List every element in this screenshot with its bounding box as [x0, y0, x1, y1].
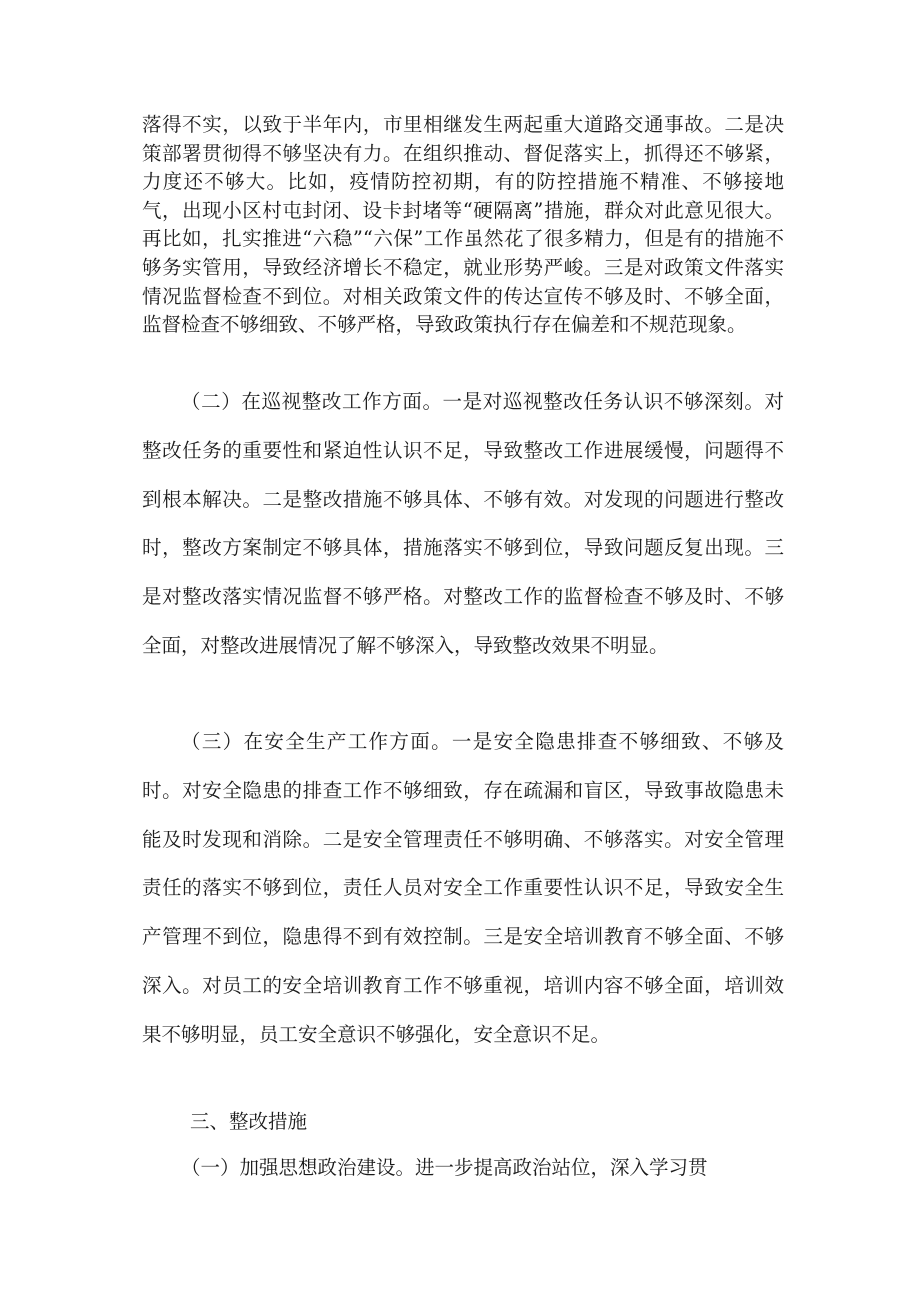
paragraph-political-construction: （一）加强思想政治建设。进一步提高政治站位，深入学习贯: [181, 1156, 708, 1179]
paragraph-continuation: 落得不实，以致于半年内，市里相继发生两起重大道路交通事故。二是决策部署贯彻得不够坚决有力。在组织推动、督促落实上，抓得还不够紧，力度还不够大。比如，疫情防控初期，有的防控措施不精准、不够接地气，出现小区村屯封闭、设卡封堵等“硬隔离”措施，群众对此意见很大。再比如，扎实推进“六稳”“六保”工作虽然花了很多精力，但是有的措施不够务实管用，导致经济增长不稳定，就业形势严峻。三是对政策文件落实情况监督检查不到位。对相关政策文件的传达宣传不够及时、不够全面，监督检查不够细致、不够严格，导致政策执行存在偏差和不规范现象。: [142, 113, 784, 337]
paragraph-safety-production: （三）在安全生产工作方面。一是安全隐患排查不够细致、不够及时。对安全隐患的排查工作不够细致，存在疏漏和盲区，导致事故隐患未能及时发现和消除。二是安全管理责任不够明确、不够落实。对安全管理责任的落实不够到位，责任人员对安全工作重要性认识不足，导致安全生产管理不到位，隐患得不到有效控制。三是安全培训教育不够全面、不够深入。对员工的安全培训教育工作不够重视，培训内容不够全面，培训效果不够明显，员工安全意识不够强化，安全意识不足。: [142, 730, 784, 1046]
section-heading-rectification-measures: 三、整改措施: [190, 1110, 308, 1133]
paragraph-inspection-rectification: （二）在巡视整改工作方面。一是对巡视整改任务认识不够深刻。对整改任务的重要性和紧迫性认识不足，导致整改工作进展缓慢，问题得不到根本解决。二是整改措施不够具体、不够有效。对发现的问题进行整改时，整改方案制定不够具体，措施落实不够到位，导致问题反复出现。三是对整改落实情况监督不够严格。对整改工作的监督检查不够及时、不够全面，对整改进展情况了解不够深入，导致整改效果不明显。: [142, 390, 784, 657]
